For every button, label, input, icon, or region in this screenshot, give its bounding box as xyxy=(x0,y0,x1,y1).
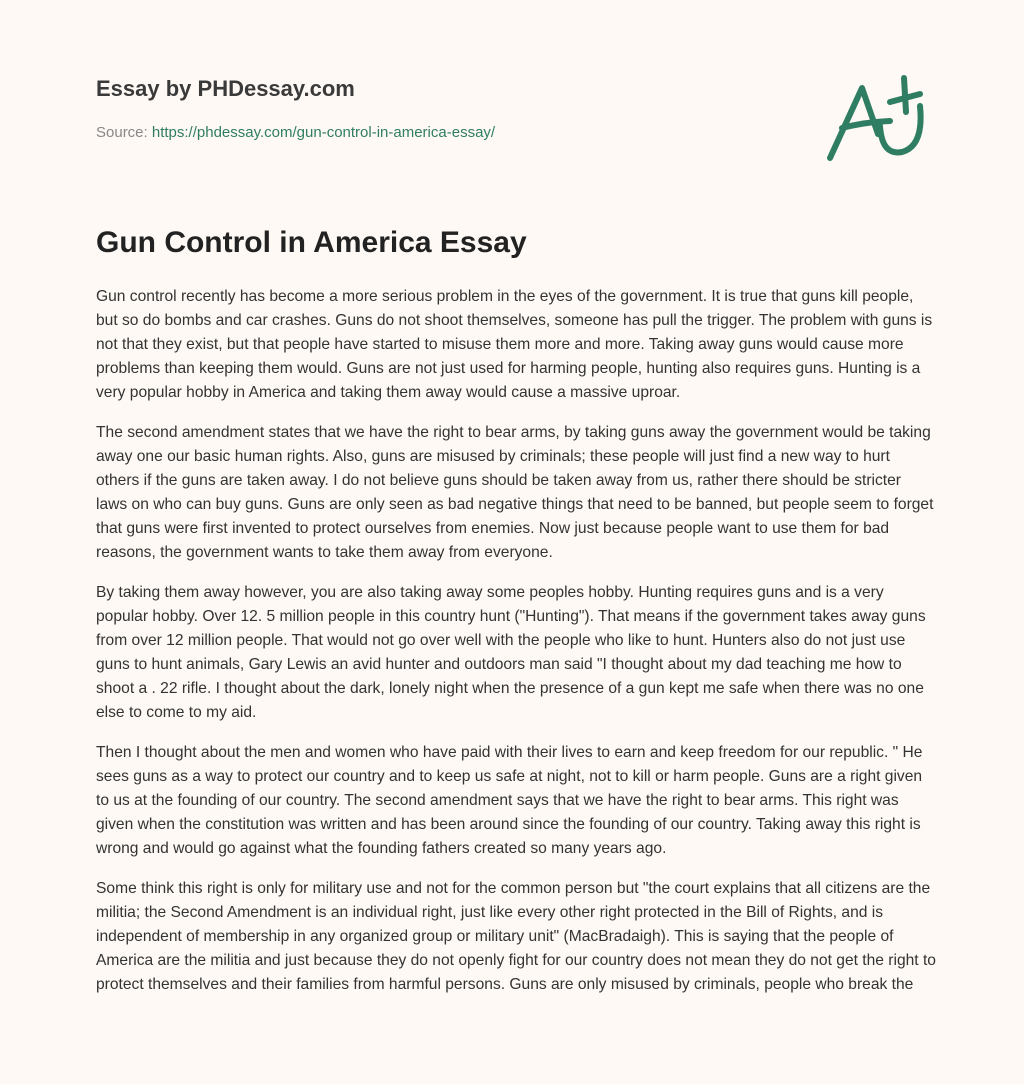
essay-body xyxy=(96,285,936,1013)
page-header xyxy=(0,0,1024,180)
paragraph: By taking them away however, you are also taking away some peoples hobby. Hunting requires guns and is a very popular hobby. Over 12. 5 million people in this country hunt ("Hunting"). That means if the government takes away guns from over 12 million people. That would not go over well with the people who like to hunt. Hunters also do not just use guns to hunt animals, Gary Lewis an avid hunter and outdoors man said "I thought about my dad teaching me how to shoot a . 22 rifle. I thought about the dark, lonely night when the presence of a gun kept me safe when there was no one else to come to my aid. xyxy=(96,584,926,721)
paragraph: Some think this right is only for military use and not for the common person but "the court explains that all citizens are the militia; the Second Amendment is an individual right, just like every other right protected in the Bill of Rights, and is independent of membership in any organized group or military unit" (MacBradaigh). This is saying that the people of America are the militia and just because they do not openly fight for our country does not mean they do not get the right to protect themselves and their families from harmful persons. Guns are only misused by criminals, people who break the xyxy=(96,880,936,993)
paragraph: Then I thought about the men and women who have paid with their lives to earn and keep freedom for our republic. " He sees guns as a way to protect our country and to keep us safe at night, not to kill or harm people. Guns are a right given to us at the founding of our country. The second amendment says that we have the right to bear arms. This right was given when the constitution was written and has been around since the founding of our country. Taking away this right is wrong and would go against what the founding fathers created so many years ago. xyxy=(96,744,923,857)
source-label: Source: xyxy=(96,124,152,141)
source-link[interactable]: https://phdessay.com/gun-control-in-america-essay/ xyxy=(151,124,496,141)
a-plus-logo-icon xyxy=(820,66,930,166)
essay-title: Gun Control in America Essay xyxy=(96,226,527,259)
paragraph: Gun control recently has become a more serious problem in the eyes of the government. It is true that guns kill people, but so do bombs and car crashes. Guns do not shoot themselves, someone has pull the trigger. The problem with guns is not that they exist, but that people have started to misuse them more and more. Taking away guns would cause more problems than keeping them would. Guns are not just used for harming people, hunting also requires guns. Hunting is a very popular hobby in America and taking them away would cause a massive uproar. xyxy=(96,288,933,401)
paragraph: The second amendment states that we have the right to bear arms, by taking guns away the government would be taking away one our basic human rights. Also, guns are misused by criminals; these people will just find a new way to hurt others if the guns are taken away. I do not believe guns should be taken away from us, rather there should be stricter laws on who can buy guns. Guns are only seen as bad negative things that need to be banned, but people seem to forget that guns were first invented to protect ourselves from enemies. Now just because people want to use them for bad reasons, the government wants to take them away from everyone. xyxy=(96,424,934,561)
brand-title: Essay by PHDessay.com xyxy=(96,76,355,101)
source-line xyxy=(96,124,495,141)
